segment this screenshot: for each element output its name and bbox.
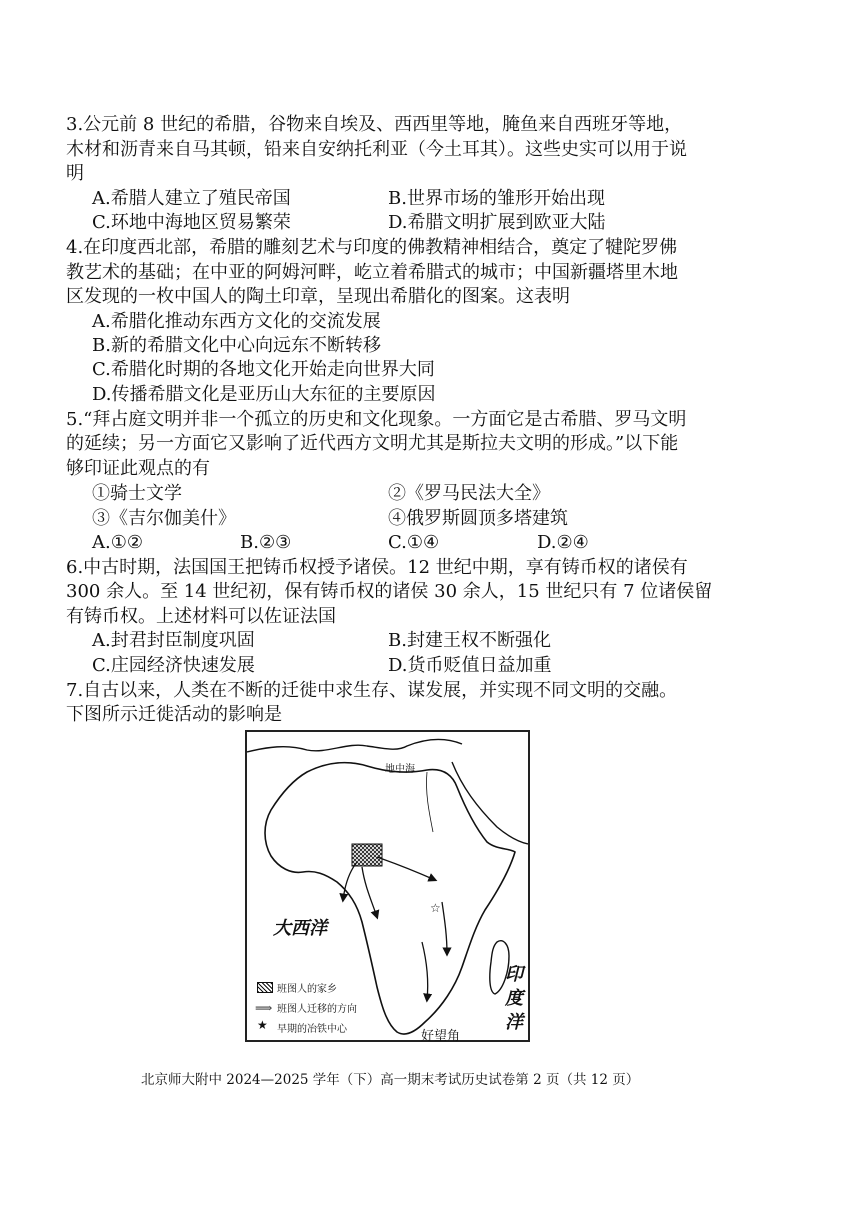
iron-center-star-icon: ☆ xyxy=(430,901,441,915)
q5-option-d: D.②④ xyxy=(537,532,589,553)
migration-arrow-far-south xyxy=(422,942,428,1000)
africa-migration-map xyxy=(245,730,530,1042)
q3-option-a: A.希腊人建立了殖民帝国 xyxy=(92,188,291,209)
q6-option-a: A.封君封臣制度巩固 xyxy=(92,630,255,651)
legend-homeland-label: 班图人的家乡 xyxy=(277,984,337,995)
legend-arrow-label: 班图人迁移的方向 xyxy=(277,1004,357,1015)
legend-star-label: 早期的冶铁中心 xyxy=(277,1024,347,1035)
europe-coastline xyxy=(247,740,462,752)
q5-item-4: ④俄罗斯圆顶多塔建筑 xyxy=(388,508,568,529)
q6-option-d: D.货币贬值日益加重 xyxy=(388,655,552,676)
migration-arrow-south xyxy=(362,867,377,917)
indian-label-2: 度 xyxy=(505,988,523,1009)
migration-arrow-east xyxy=(377,857,435,880)
q4-option-c: C.希腊化时期的各地文化开始走向世界大同 xyxy=(92,359,435,380)
q4-option-a: A.希腊化推动东西方文化的交流发展 xyxy=(92,311,381,332)
legend-homeland-swatch xyxy=(257,982,273,993)
q4-line-2: 教艺术的基础；在中亚的阿姆河畔，屹立着希腊式的城市；中国新疆塔里木地 xyxy=(66,262,678,283)
migration-arrow-southwest xyxy=(343,862,357,900)
q7-line-1: 7.自古以来，人类在不断的迁徙中求生存、谋发展，并实现不同文明的交融。 xyxy=(66,680,678,701)
atlantic-label: 大西洋 xyxy=(273,918,327,939)
q5-line-3: 够印证此观点的有 xyxy=(66,458,210,479)
page-footer: 北京师大附中 2024—2025 学年（下）高一期末考试历史试卷第 2 页（共 12 页） xyxy=(141,1072,640,1088)
q5-option-b: B.②③ xyxy=(240,532,292,553)
indian-label-3: 洋 xyxy=(505,1012,523,1033)
q3-line-3: 明 xyxy=(66,163,84,184)
nile-river xyxy=(426,772,433,832)
indian-label-1: 印 xyxy=(505,964,523,985)
q5-item-3: ③《吉尔伽美什》 xyxy=(92,508,236,529)
q3-line-1: 3.公元前 8 世纪的希腊，谷物来自埃及、西西里等地，腌鱼来自西班牙等地， xyxy=(66,114,683,135)
q3-option-c: C.环地中海地区贸易繁荣 xyxy=(92,212,291,233)
q6-option-b: B.封建王权不断强化 xyxy=(388,630,551,651)
cape-label: 好望角 xyxy=(421,1029,461,1044)
q7-line-2: 下图所示迁徙活动的影响是 xyxy=(66,704,282,725)
q3-option-b: B.世界市场的雏形开始出现 xyxy=(388,188,605,209)
q6-option-c: C.庄园经济快速发展 xyxy=(92,655,255,676)
migration-arrow-east-south xyxy=(442,902,447,954)
legend-arrow-icon: ⟹ xyxy=(255,1001,273,1015)
q3-line-2: 木材和沥青来自马其顿，铅来自安纳托利亚（今土耳其）。这些史实可以用于说 xyxy=(66,139,687,160)
q5-item-1: ①骑士文学 xyxy=(92,483,182,504)
q6-line-2: 300 余人。至 14 世纪初，保有铸币权的诸侯 30 余人，15 世纪只有 7 位诸侯留 xyxy=(66,581,713,602)
q4-option-b: B.新的希腊文化中心向远东不断转移 xyxy=(92,335,381,356)
q4-option-d: D.传播希腊文化是亚历山大东征的主要原因 xyxy=(92,384,436,405)
q5-item-2: ②《罗马民法大全》 xyxy=(388,483,550,504)
q4-line-3: 区发现的一枚中国人的陶土印章，呈现出希腊化的图案。这表明 xyxy=(66,286,570,307)
q5-line-2: 的延续；另一方面它又影响了近代西方文明尤其是斯拉夫文明的形成。”以下能 xyxy=(66,433,679,454)
q5-option-a: A.①② xyxy=(92,532,143,553)
q3-option-d: D.希腊文明扩展到欧亚大陆 xyxy=(388,212,606,233)
q5-option-c: C.①④ xyxy=(388,532,440,553)
q4-line-1: 4.在印度西北部，希腊的雕刻艺术与印度的佛教精神相结合，奠定了犍陀罗佛 xyxy=(66,237,678,258)
mediterranean-label: 地中海 xyxy=(385,764,415,775)
q6-line-1: 6.中古时期，法国国王把铸币权授予诸侯。12 世纪中期，享有铸币权的诸侯有 xyxy=(66,557,688,578)
q5-line-1: 5.“拜占庭文明并非一个孤立的历史和文化现象。一方面它是古希腊、罗马文明 xyxy=(66,409,687,430)
legend-star-icon: ★ xyxy=(257,1018,268,1032)
q6-line-3: 有铸币权。上述材料可以佐证法国 xyxy=(66,606,336,627)
